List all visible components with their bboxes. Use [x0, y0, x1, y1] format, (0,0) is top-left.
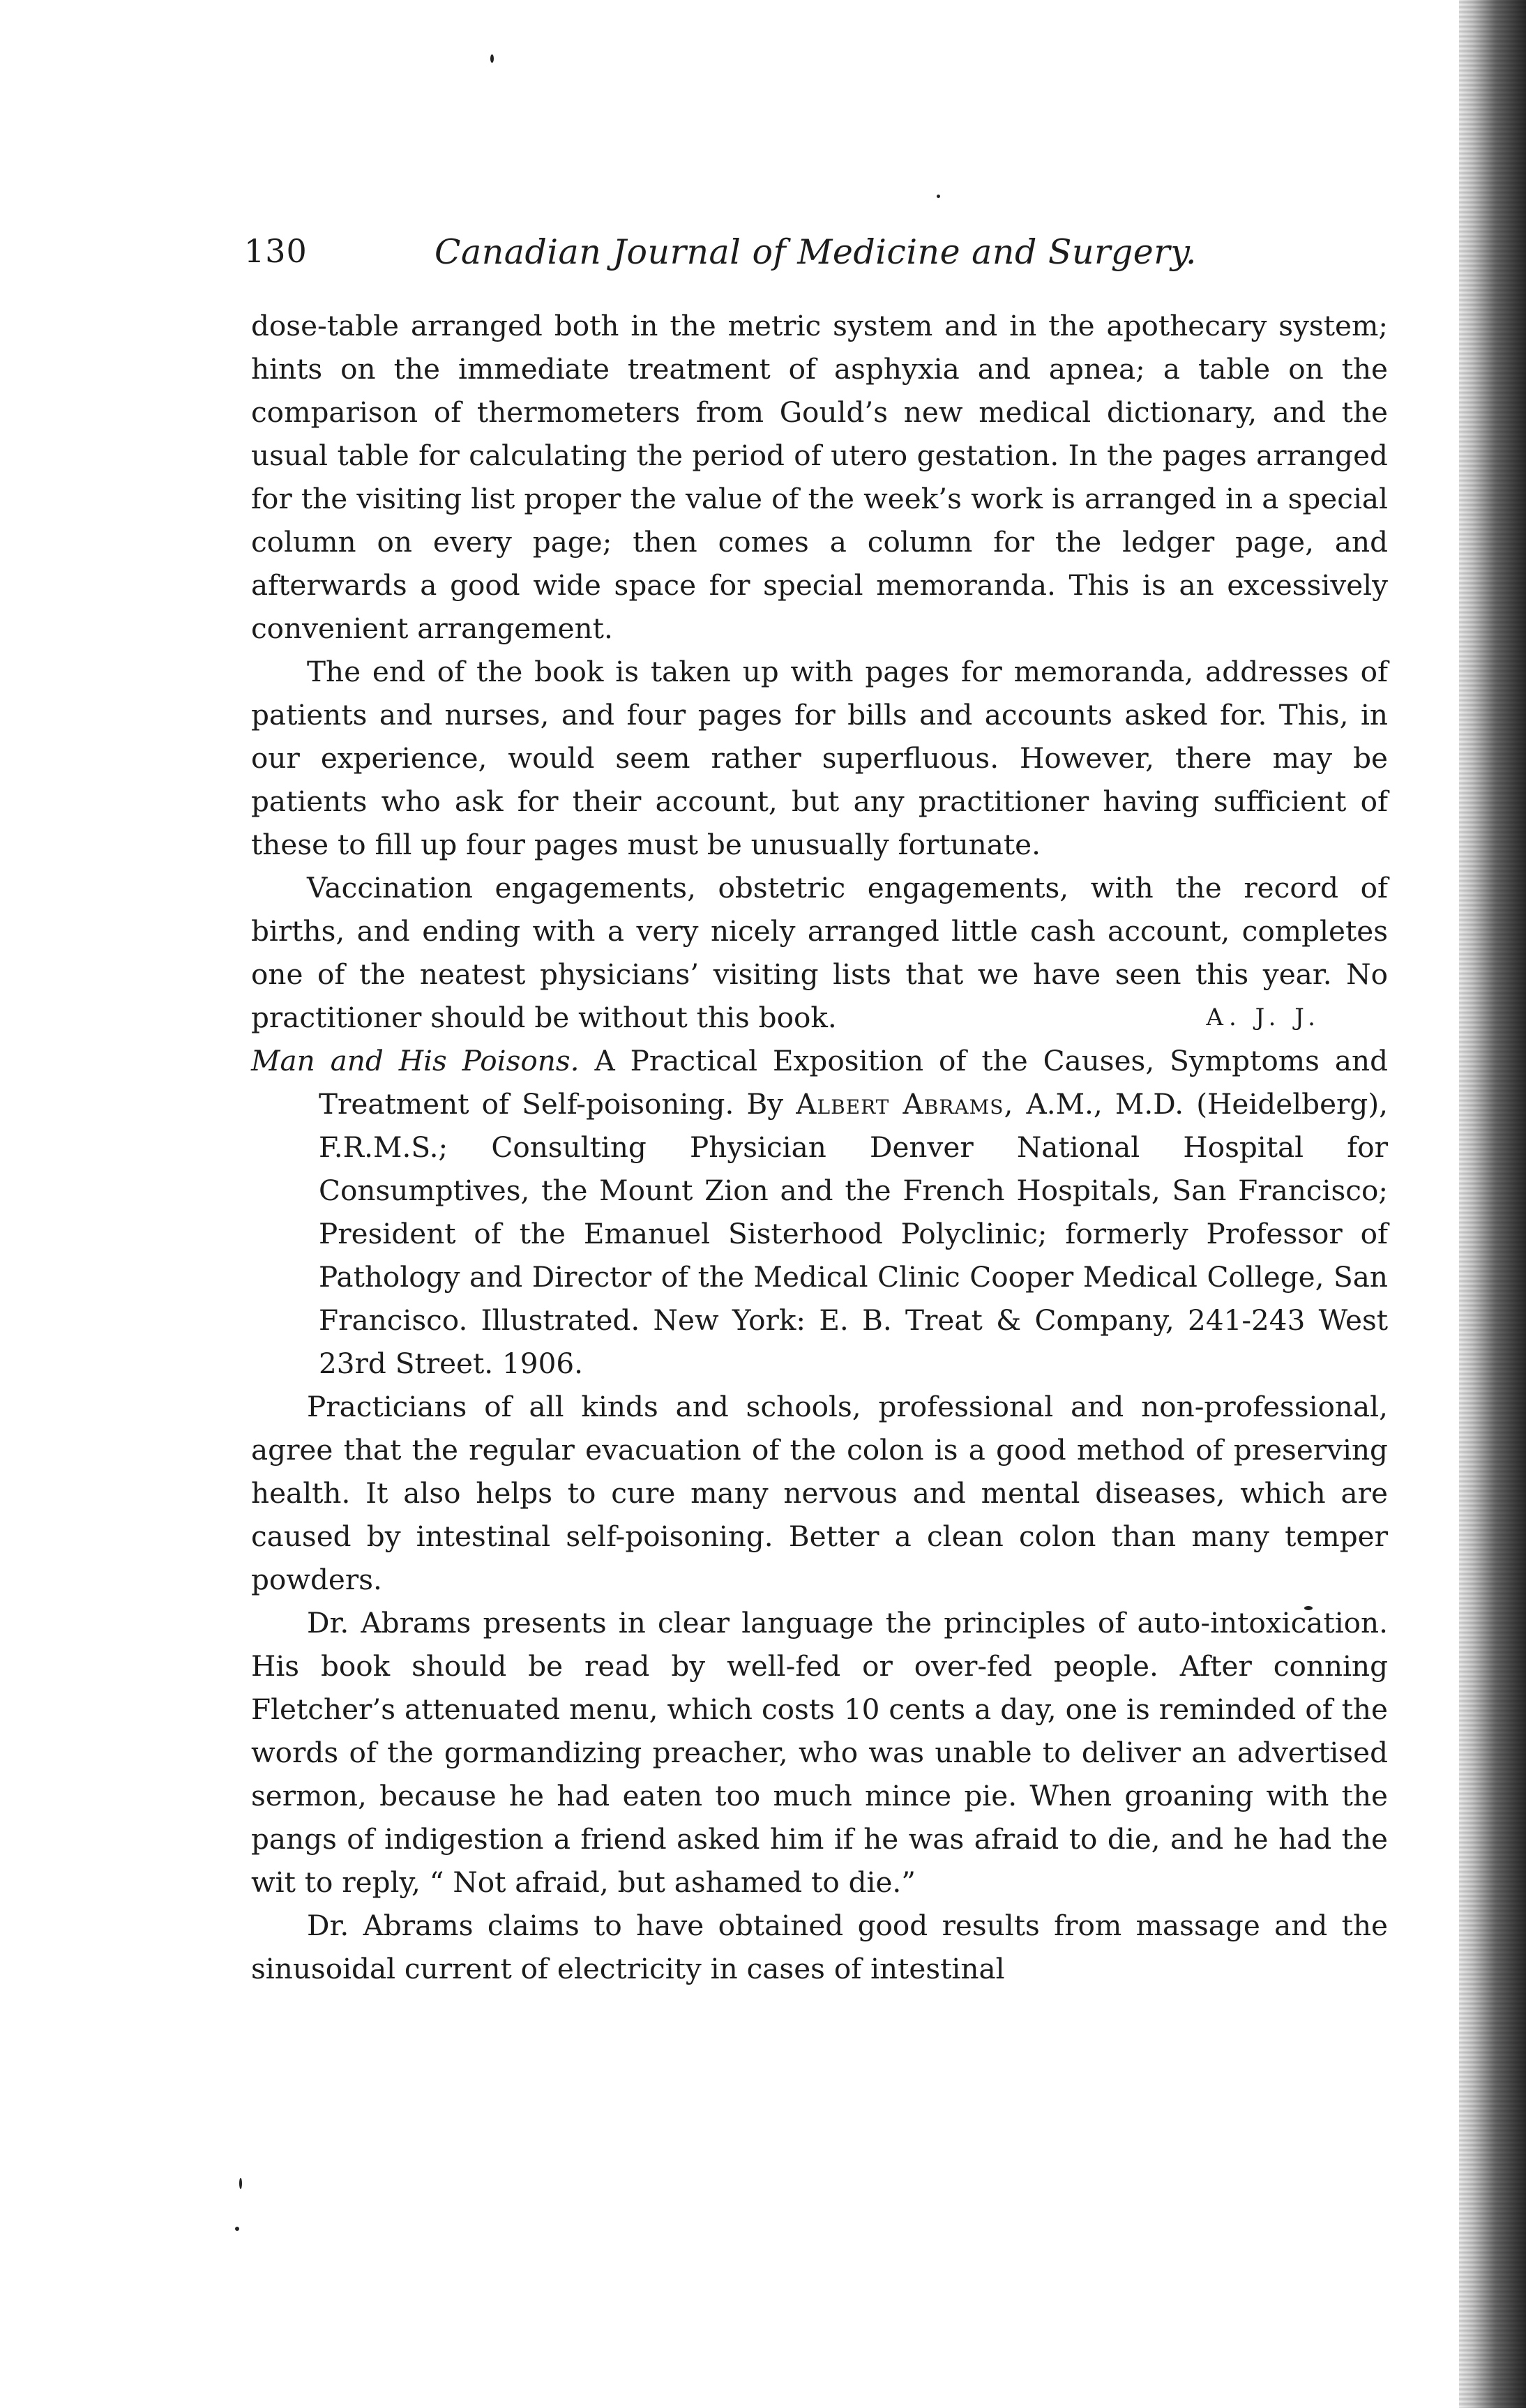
running-header	[244, 232, 1388, 281]
scan-speck	[937, 195, 940, 198]
article-body	[251, 304, 1388, 1990]
paragraph: Vaccination engagements, obstetric engagements, with the record of births, and ending with a very nicely arranged little cash account, completes one of the neatest physicians’ visiting lists that we have seen this year. No practitioner should be without this book.	[251, 871, 1388, 1034]
running-title: Canadian Journal of Medicine and Surgery.	[435, 232, 1197, 272]
page-number: 130	[244, 232, 308, 270]
book-subtitle: A Practical Exposition of the Causes, Symptoms and Treatment of Self-poisoning. By	[319, 1044, 1389, 1121]
book-title: Man and His Poisons.	[251, 1044, 580, 1077]
paragraph: Practicians of all kinds and schools, professional and non-professional, agree that the regular evacuation of the colon is a good method of preserving health. It also helps to cure many nervous and mental diseases, which are caused by intestinal self-poisoning. Better a clean colon than many temper powders.	[251, 1390, 1388, 1596]
book-review-heading	[251, 1039, 1388, 1385]
scan-speck	[239, 2178, 242, 2189]
paragraph: dose-table arranged both in the metric system and in the apothecary system; hints on the immediate treatment of asphyxia and apnea; a table on the comparison of thermometers from Gould’s new medical dictionary, and the usual table for calculating the period of utero gestation. In the pages arranged for the visiting list proper the value of the week’s work is arranged in a special column on every page; then comes a column for the ledger page, and afterwards a good wide space for special memoranda. This is an excessively convenient arrangement.	[251, 309, 1388, 645]
page-edge-shadow	[1459, 0, 1526, 2408]
reviewer-signature: A. J. J.	[1206, 1004, 1321, 1031]
author-credentials: A.M., M.D. (Heidelberg), F.R.M.S.; Consulting Physician Denver National Hospital for Consumptives, the Mount Zion and the French Hospitals, San Francisco; President of the Emanuel Sisterhood Polyclinic; formerly Professor of Pathology and Director of the Medical Clinic Cooper Medical College, San Francisco. Illustrated. New York: E. B. Treat & Company, 241-243 West 23rd Street. 1906.	[319, 1087, 1389, 1380]
book-author: Albert Abrams,	[796, 1087, 1014, 1121]
scan-speck	[235, 2227, 239, 2231]
scan-speck	[490, 54, 494, 63]
paragraph: Dr. Abrams claims to have obtained good results from massage and the sinusoidal current of electricity in cases of intestinal	[251, 1909, 1388, 1985]
paragraph: The end of the book is taken up with pages for memoranda, addresses of patients and nurses, and four pages for bills and accounts asked for. This, in our experience, would seem rather superfluous. However, there may be patients who ask for their account, but any practitioner having sufficient of these to fill up four pages must be unusually fortunate.	[251, 655, 1388, 861]
paragraph: Dr. Abrams presents in clear language the principles of auto-intoxication. His book should be read by well-fed or over-fed people. After conning Fletcher’s attenuated menu, which costs 10 cents a day, one is reminded of the words of the gormandizing preacher, who was unable to deliver an advertised sermon, because he had eaten too much mince pie. When groaning with the pangs of indigestion a friend asked him if he was afraid to die, and he had the wit to reply, “ Not afraid, but ashamed to die.”	[251, 1606, 1388, 1899]
